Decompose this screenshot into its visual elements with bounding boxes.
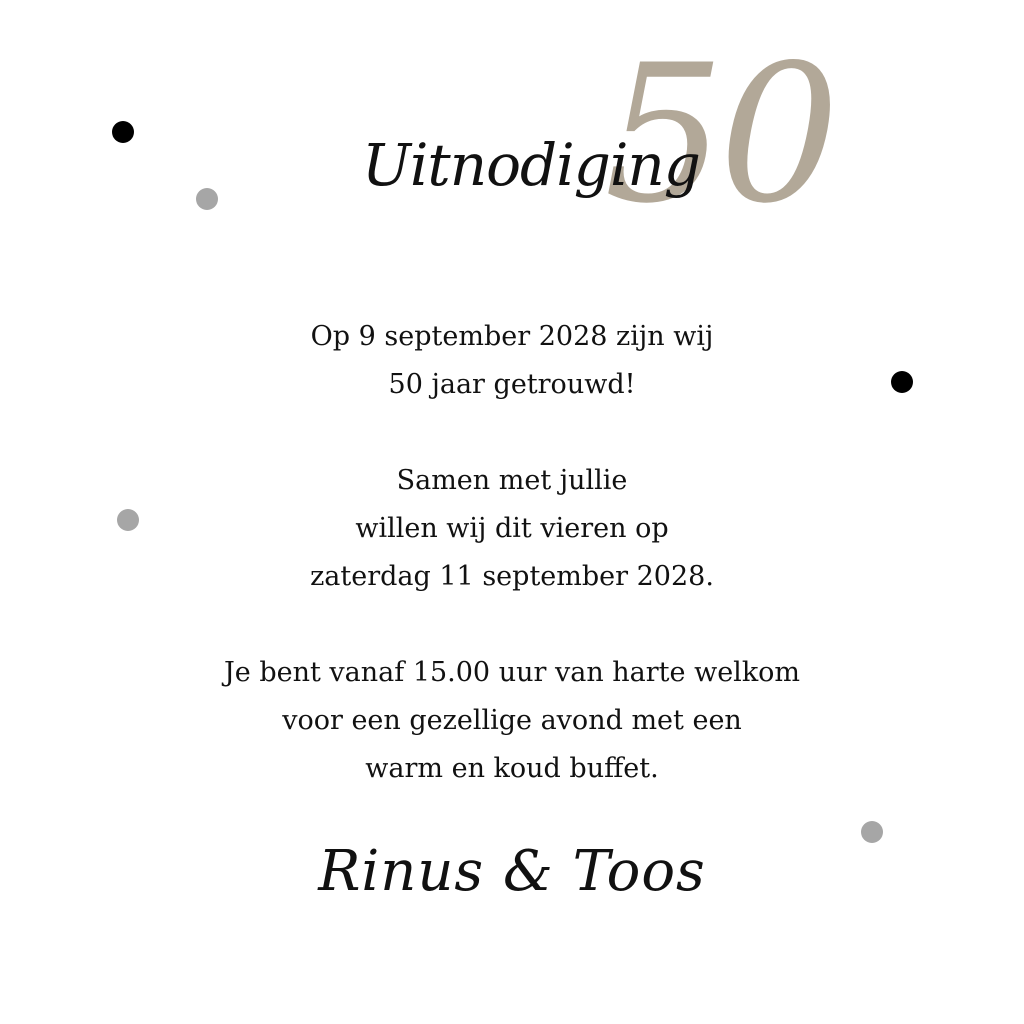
body-line: willen wij dit vieren op — [355, 513, 669, 544]
signature-names: Rinus & Toos — [318, 839, 706, 904]
body-line: voor een gezellige avond met een — [282, 705, 742, 736]
invitation-title: Uitnodiging — [362, 131, 700, 199]
body-line: 50 jaar getrouwd! — [388, 369, 636, 400]
paragraph-gap — [112, 409, 912, 457]
confetti-dot-black — [112, 121, 134, 143]
paragraph-gap — [112, 601, 912, 649]
body-line: Je bent vanaf 15.00 uur van harte welkom — [223, 657, 801, 688]
body-line: Op 9 september 2028 zijn wij — [310, 321, 714, 352]
confetti-dot-grey — [861, 821, 883, 843]
body-line: Samen met jullie — [396, 465, 628, 496]
invitation-body — [112, 313, 912, 793]
body-line: warm en koud buffet. — [365, 753, 659, 784]
anniversary-number: 50 — [604, 24, 834, 245]
body-line: zaterdag 11 september 2028. — [310, 561, 714, 592]
confetti-dot-grey — [196, 188, 218, 210]
